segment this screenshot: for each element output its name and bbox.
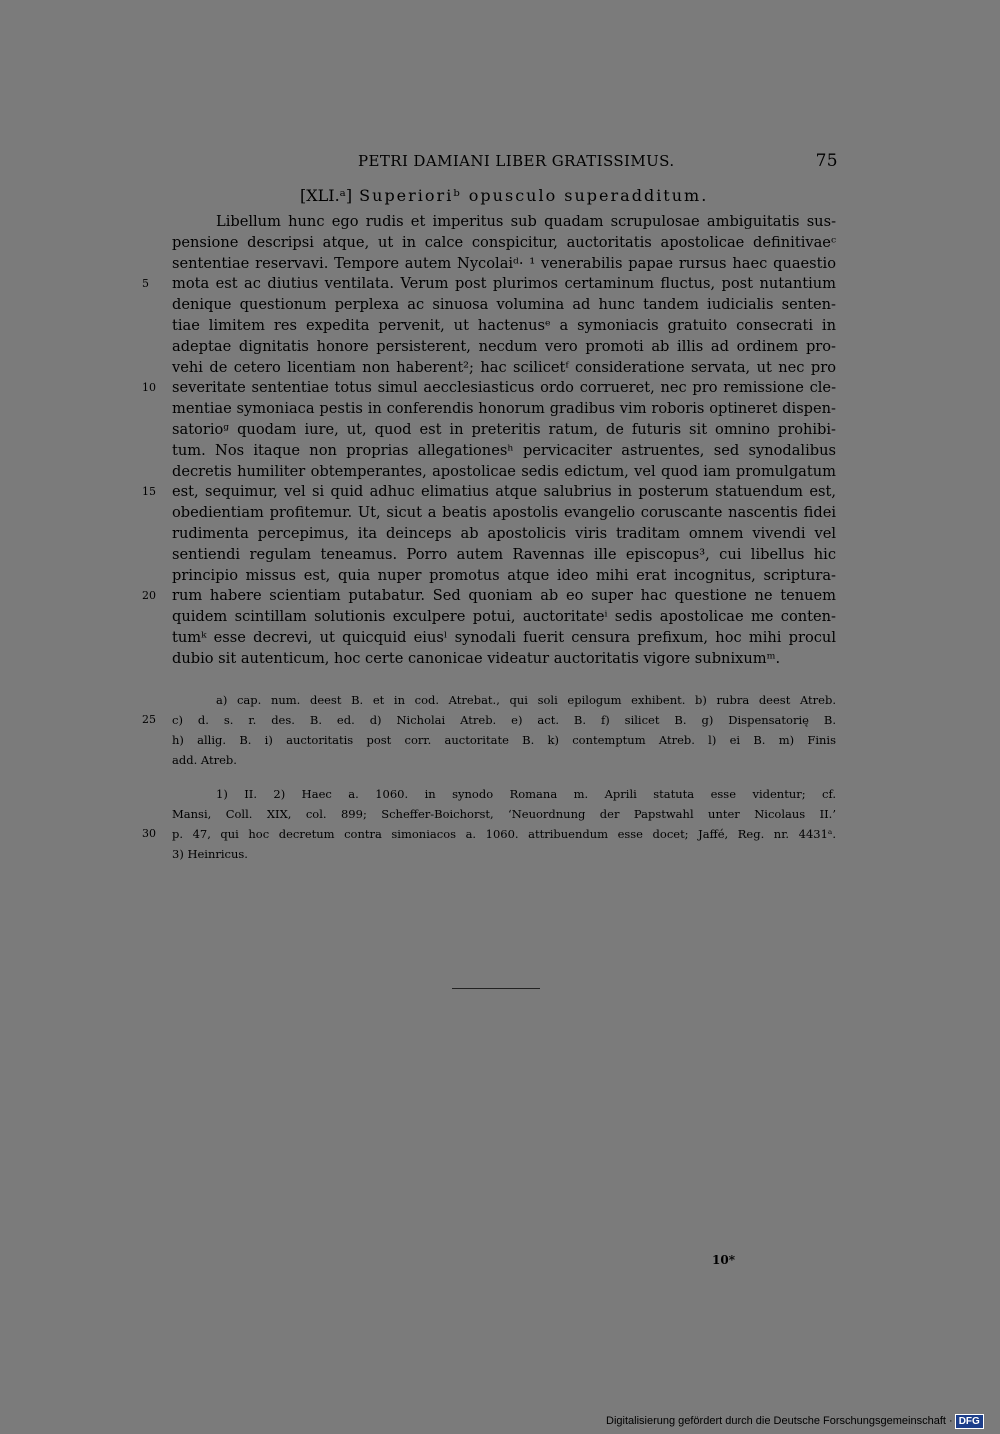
dfg-logo: DFG bbox=[955, 1414, 984, 1429]
line-text: est, sequimur, vel si quid adhuc elimatius atque salubrius in posterum statuendum est, bbox=[172, 483, 836, 501]
text-line bbox=[172, 607, 836, 628]
text-line bbox=[142, 482, 836, 503]
running-title: PETRI DAMIANI LIBER GRATISSIMUS. bbox=[358, 152, 675, 170]
main-text bbox=[142, 212, 836, 670]
end-rule bbox=[452, 988, 540, 989]
line-text: sentiendi regulam teneamus. Porro autem Ravennas ille episcopus³, cui libellus hic bbox=[172, 545, 836, 563]
footnote-line bbox=[172, 690, 836, 710]
line-number: 10 bbox=[142, 381, 156, 395]
text-line bbox=[172, 503, 836, 524]
text-line bbox=[172, 420, 836, 441]
line-text: c) d. s. r. des. B. ed. d) Nicholai Atreb. e) act. B. f) silicet B. g) Dispensatorię B. bbox=[172, 713, 836, 727]
section-title: Superioriᵇ opusculo superadditum. bbox=[359, 186, 709, 205]
section-heading bbox=[300, 186, 708, 205]
text-line bbox=[172, 524, 836, 545]
text-line bbox=[172, 212, 836, 233]
text-line bbox=[172, 358, 836, 379]
text-line bbox=[172, 295, 836, 316]
line-text: vehi de cetero licentiam non haberent²; hac scilicetᶠ consideratione servata, ut nec pro bbox=[172, 358, 836, 376]
line-text: satorioᵍ quodam iure, ut, quod est in preteritis ratum, de futuris sit omnino prohibi- bbox=[172, 420, 836, 438]
line-number: 30 bbox=[142, 827, 156, 840]
text-line bbox=[172, 649, 836, 670]
line-text: 3) Heinricus. bbox=[172, 847, 248, 861]
line-number: 15 bbox=[142, 485, 156, 499]
line-text: tumᵏ esse decrevi, ut quicquid eiusˡ synodali fuerit censura prefixum, hoc mihi procul bbox=[172, 628, 836, 646]
line-text: h) allig. B. i) auctoritatis post corr. auctoritate B. k) contemptum Atreb. l) ei B. m) Finis bbox=[172, 733, 836, 747]
line-text: pensione descripsi atque, ut in calce conspicitur, auctoritatis apostolicae definitivaeᶜ bbox=[172, 233, 836, 251]
line-text: mentiae symoniaca pestis in conferendis honorum gradibus vim roboris optineret dispen- bbox=[172, 400, 836, 418]
footer-text: Digitalisierung gefördert durch die Deutsche Forschungsgemeinschaft · bbox=[606, 1415, 953, 1427]
line-number: 5 bbox=[142, 277, 149, 291]
line-text: adeptae dignitatis honore persisterent, necdum vero promoti ab illis ad ordinem pro- bbox=[172, 337, 836, 355]
text-line bbox=[172, 462, 836, 483]
text-line bbox=[142, 378, 836, 399]
line-number: 20 bbox=[142, 589, 156, 603]
line-text: quidem scintillam solutionis exculpere potui, auctoritateⁱ sedis apostolicae me conten- bbox=[172, 608, 836, 626]
footnote-line bbox=[142, 710, 836, 730]
line-number: 25 bbox=[142, 713, 156, 726]
text-line bbox=[172, 545, 836, 566]
footnote-line bbox=[172, 844, 836, 864]
footnote-line bbox=[172, 804, 836, 824]
line-text: add. Atreb. bbox=[172, 753, 237, 767]
line-text: rum habere scientiam putabatur. Sed quoniam ab eo super hac questione ne tenuem bbox=[172, 587, 836, 605]
signature-mark: 10* bbox=[712, 1253, 735, 1267]
running-header bbox=[358, 152, 838, 170]
note-gap bbox=[172, 770, 836, 784]
footnote-line bbox=[172, 730, 836, 750]
text-line bbox=[172, 316, 836, 337]
line-text: tiae limitem res expedita pervenit, ut hactenusᵉ a symoniacis gratuito consecrati in bbox=[172, 316, 836, 334]
line-text: obedientiam profitemur. Ut, sicut a beatis apostolis evangelio coruscante nascentis fidei bbox=[172, 504, 836, 522]
line-text: 1) II. 2) Haec a. 1060. in synodo Romana m. Aprili statuta esse videntur; cf. bbox=[216, 787, 836, 801]
line-text: Mansi, Coll. XIX, col. 899; Scheffer-Boichorst, ‘Neuordnung der Papstwahl unter Nicolaus II.’ bbox=[172, 807, 836, 821]
text-line bbox=[172, 254, 836, 275]
line-text: decretis humiliter obtemperantes, apostolicae sedis edictum, vel quod iam promulgatum bbox=[172, 462, 836, 480]
section-number: [XLI.ᵃ] bbox=[300, 186, 353, 205]
text-line bbox=[142, 274, 836, 295]
line-text: Libellum hunc ego rudis et imperitus sub quadam scrupulosae ambiguitatis sus- bbox=[216, 213, 836, 230]
text-line bbox=[172, 566, 836, 587]
page-number: 75 bbox=[815, 151, 838, 171]
line-text: severitate sententiae totus simul aecclesiasticus ordo corrueret, nec pro remissione cle- bbox=[172, 379, 836, 397]
line-text: tum. Nos itaque non proprias allegationesʰ pervicaciter astruentes, sed synodalibus bbox=[172, 441, 836, 459]
text-line bbox=[172, 399, 836, 420]
footnote-line bbox=[172, 784, 836, 804]
footnote-line bbox=[172, 750, 836, 770]
text-line bbox=[172, 628, 836, 649]
line-text: denique questionum perplexa ac sinuosa volumina ad hunc tandem iudicialis senten- bbox=[172, 296, 836, 314]
line-text: dubio sit autenticum, hoc certe canonicae videatur auctoritatis vigore subnixumᵐ. bbox=[172, 649, 781, 667]
line-text: principio missus est, quia nuper promotus atque ideo mihi erat incognitus, scriptura- bbox=[172, 566, 836, 584]
footnotes bbox=[142, 690, 836, 864]
line-text: mota est ac diutius ventilata. Verum post plurimos certaminum fluctus, post nutantium bbox=[172, 275, 836, 293]
line-text: rudimenta percepimus, ita deinceps ab apostolicis viris traditam omnem vivendi vel bbox=[172, 524, 836, 542]
footnote-line bbox=[142, 824, 836, 844]
funding-footer bbox=[606, 1414, 984, 1429]
text-line bbox=[172, 233, 836, 254]
line-text: sententiae reservavi. Tempore autem Nycolaiᵈ· ¹ venerabilis papae rursus haec quaestio bbox=[172, 254, 836, 272]
text-line bbox=[142, 586, 836, 607]
text-line bbox=[172, 337, 836, 358]
text-line bbox=[172, 441, 836, 462]
line-text: a) cap. num. deest B. et in cod. Atrebat., qui soli epilogum exhibent. b) rubra deest Atreb. bbox=[216, 693, 836, 707]
line-text: p. 47, qui hoc decretum contra simoniacos a. 1060. attribuendum esse docet; Jaffé, Reg. nr. 4431ᵃ. bbox=[172, 827, 836, 841]
